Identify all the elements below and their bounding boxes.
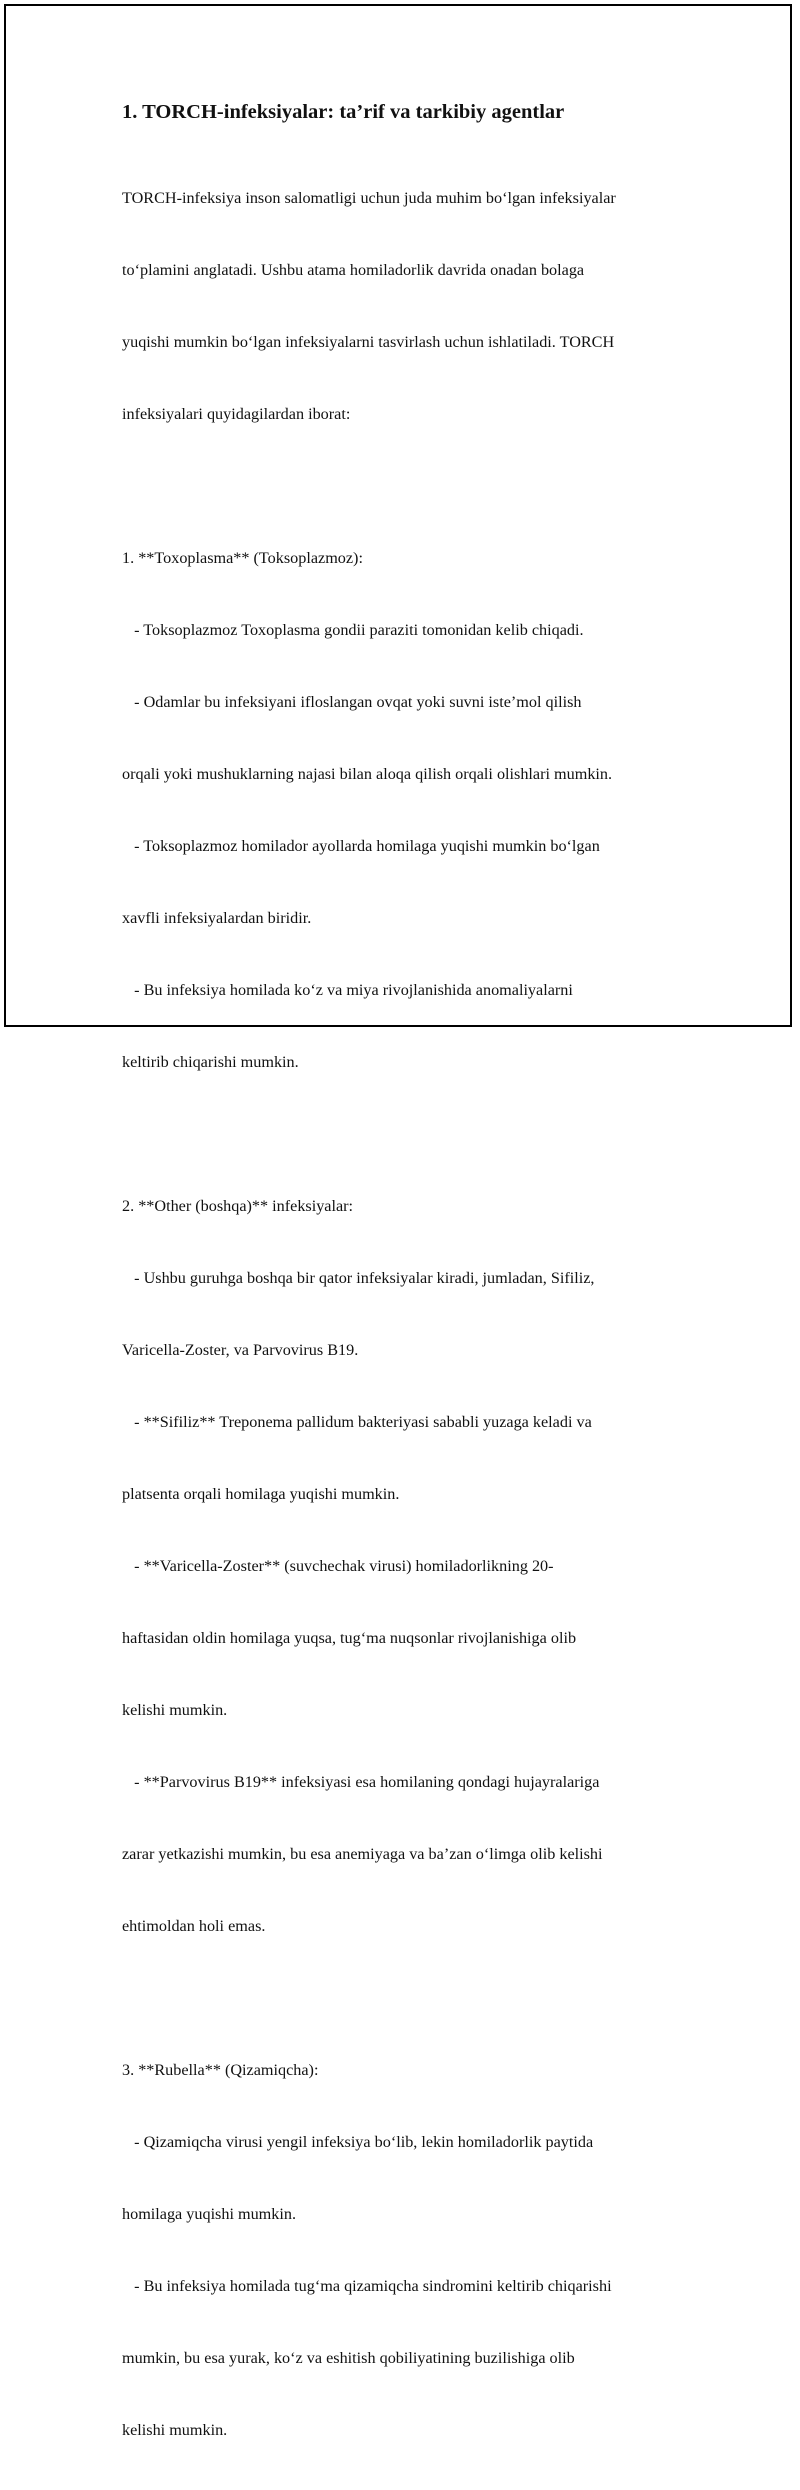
body-line: - **Varicella-Zoster** (suvchechak virusi) homiladorlikning 20- — [122, 1557, 554, 1575]
body-line: TORCH-infeksiya inson salomatligi uchun juda muhim bo‘lgan infeksiyalar — [122, 189, 616, 207]
body-line: Varicella-Zoster, va Parvovirus B19. — [122, 1341, 359, 1359]
body-line: kelishi mumkin. — [122, 1701, 228, 1719]
body-line: homilaga yuqishi mumkin. — [122, 2205, 297, 2223]
document-title: 1. TORCH-infeksiyalar: ta’rif va tarkibiy agentlar — [122, 101, 565, 123]
body-line: kelishi mumkin. — [122, 2421, 228, 2439]
blank-line — [122, 1986, 697, 2010]
body-line: xavfli infeksiyalardan biridir. — [122, 909, 312, 927]
body-line: mumkin, bu esa yurak, ko‘z va eshitish qobiliyatining buzilishiga olib — [122, 2349, 575, 2367]
body-line: to‘plamini anglatadi. Ushbu atama homiladorlik davrida onadan bolaga — [122, 261, 585, 279]
document-content — [122, 98, 697, 2490]
list-heading-toxoplasma: 1. **Toxoplasma** (Toksoplazmoz): — [122, 549, 363, 567]
body-line: - Ushbu guruhga boshqa bir qator infeksiyalar kiradi, jumladan, Sifiliz, — [122, 1269, 595, 1287]
blank-line — [122, 474, 697, 498]
body-line: - Odamlar bu infeksiyani ifloslangan ovqat yoki suvni iste’mol qilish — [122, 693, 582, 711]
body-line: - **Parvovirus B19** infeksiyasi esa homilaning qondagi hujayralariga — [122, 1773, 600, 1791]
list-heading-other: 2. **Other (boshqa)** infeksiyalar: — [122, 1197, 354, 1215]
body-line: haftasidan oldin homilaga yuqsa, tug‘ma nuqsonlar rivojlanishiga olib — [122, 1629, 577, 1647]
body-line: yuqishi mumkin bo‘lgan infeksiyalarni tasvirlash uchun ishlatiladi. TORCH — [122, 333, 615, 351]
body-line: ehtimoldan holi emas. — [122, 1917, 266, 1935]
body-line: - Qizamiqcha virusi yengil infeksiya bo‘lib, lekin homiladorlik paytida — [122, 2133, 594, 2151]
blank-line — [122, 1122, 697, 1146]
body-line: - Toksoplazmoz homilador ayollarda homilaga yuqishi mumkin bo‘lgan — [122, 837, 600, 855]
page-frame — [4, 4, 792, 2439]
list-heading-rubella: 3. **Rubella** (Qizamiqcha): — [122, 2061, 319, 2079]
body-line: platsenta orqali homilaga yuqishi mumkin. — [122, 1485, 400, 1503]
body-line: zarar yetkazishi mumkin, bu esa anemiyaga va ba’zan o‘limga olib kelishi — [122, 1845, 603, 1863]
body-line: - Toksoplazmoz Toxoplasma gondii paraziti tomonidan kelib chiqadi. — [122, 621, 584, 639]
body-line: orqali yoki mushuklarning najasi bilan aloqa qilish orqali olishlari mumkin. — [122, 765, 613, 783]
body-line: - **Sifiliz** Treponema pallidum bakteriyasi sababli yuzaga keladi va — [122, 1413, 592, 1431]
body-line: keltirib chiqarishi mumkin. — [122, 1053, 299, 1071]
document-body — [122, 138, 697, 2490]
body-line: - Bu infeksiya homilada ko‘z va miya rivojlanishida anomaliyalarni — [122, 981, 573, 999]
body-line: infeksiyalari quyidagilardan iborat: — [122, 405, 351, 423]
body-line: - Bu infeksiya homilada tug‘ma qizamiqcha sindromini keltirib chiqarishi — [122, 2277, 612, 2295]
